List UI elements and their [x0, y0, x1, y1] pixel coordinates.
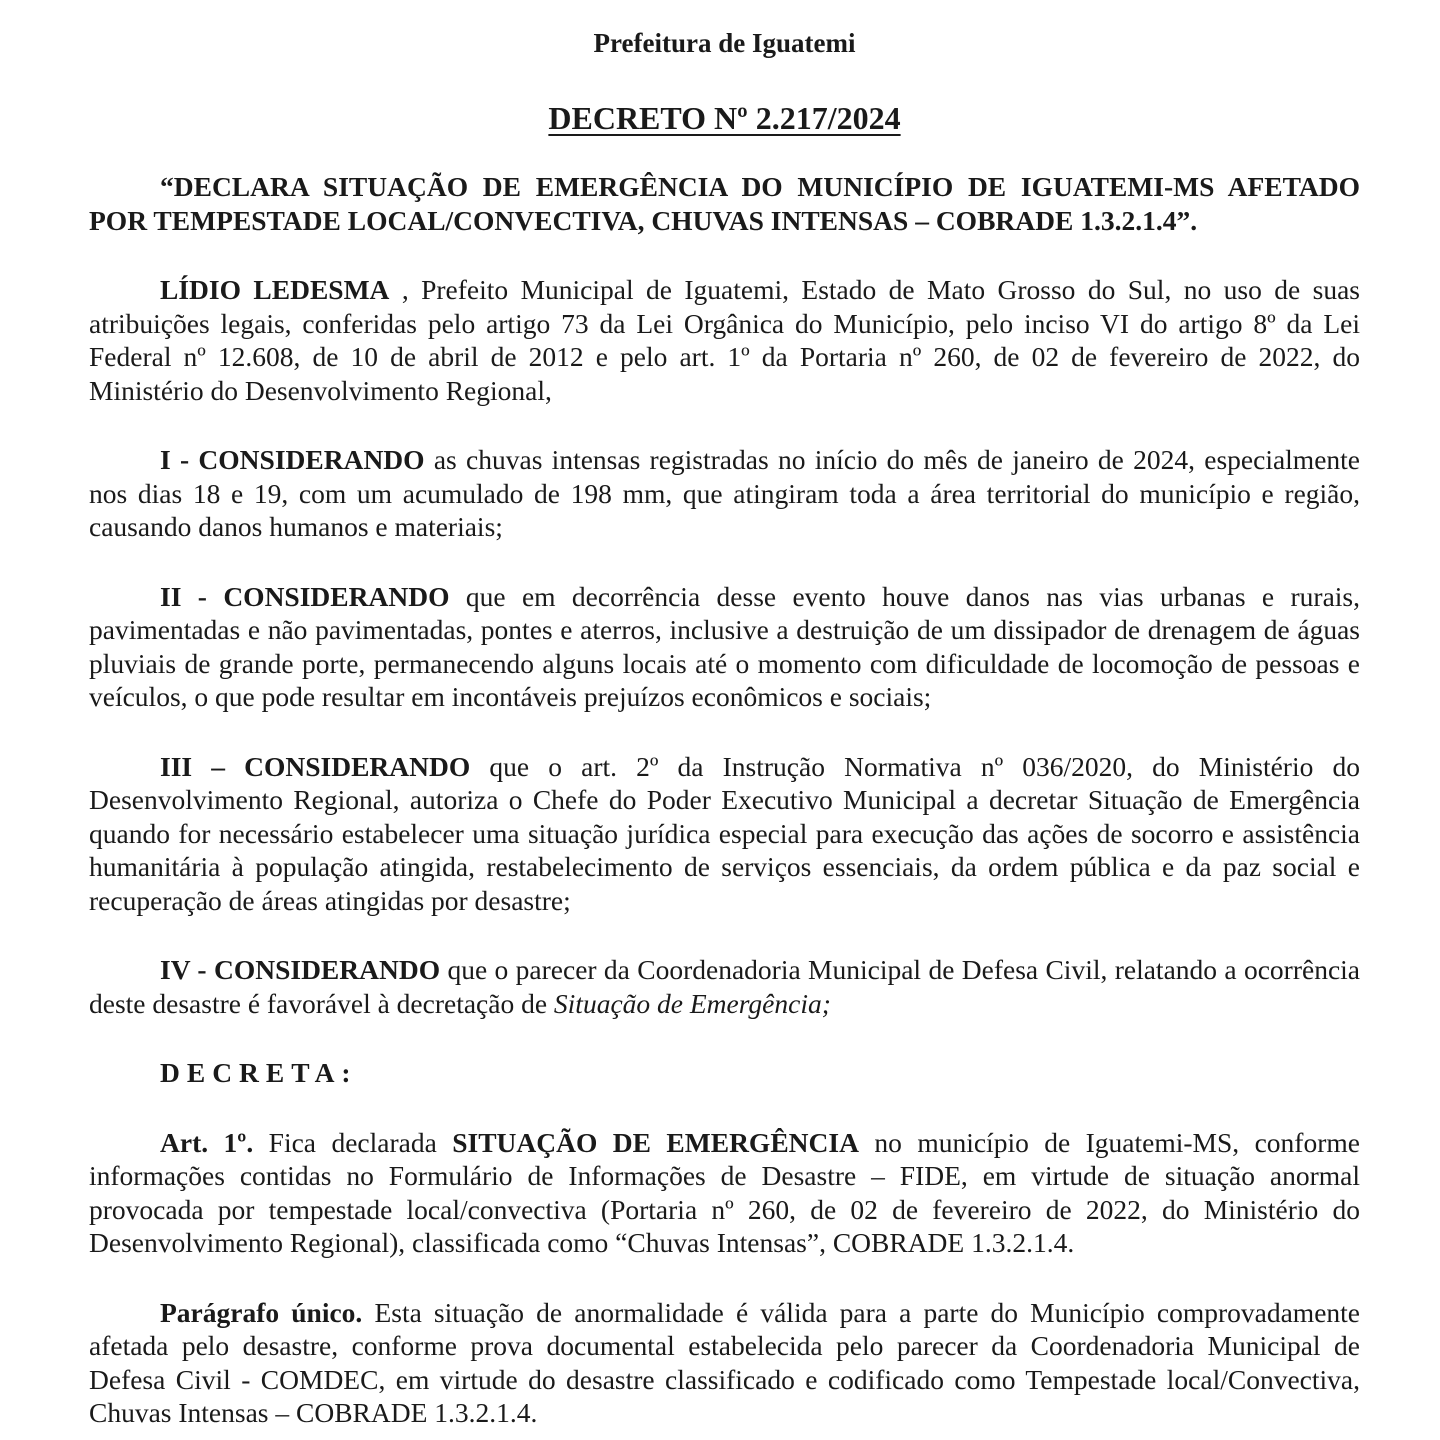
considerando-label: II - CONSIDERANDO [160, 580, 450, 612]
considerando-text: as chuvas intensas registradas no início do mês de janeiro de 2024, especialmente nos dias 18 e 19, com um acumulado de 198 mm, que atingiram toda a área territorial do município e região, causando danos humanos e materiais; [89, 444, 1361, 542]
article-text-post: no município de Iguatemi-MS, conforme informações contidas no Formulário de Informações de Desastre – FIDE, em virtude de situação anormal provocada por tempestade local/convectiva (Portaria nº 260, de 02 de fevereiro de 2022, do Ministério do Desenvolvimento Regional), classificada como “Chuvas Intensas”, COBRADE 1.3.2.1.4. [89, 1126, 1360, 1258]
decreta-heading: DECRETA: [160, 1057, 358, 1088]
paragrafo-unico [89, 1296, 1360, 1430]
considerando-label: IV - CONSIDERANDO [160, 954, 441, 985]
paragrafo-text: Esta situação de anormalidade é válida para a parte do Município comprovadamente afetada pelo desastre, conforme prova documental estabelecida pelo parecer da Coordenadoria Municipal de Defesa Civil - COMDEC, em virtude do desastre classificado e codificado como Tempestade local/Convectiva, Chuvas Intensas – COBRADE 1.3.2.1.4. [89, 1296, 1360, 1428]
article-label: Art. 1º. [160, 1126, 254, 1158]
mayor-name: LÍDIO LEDESMA [160, 274, 390, 305]
decree-title: DECRETO Nº 2.217/2024 [548, 100, 901, 136]
considerando-text: que o parecer da Coordenadoria Municipal de Defesa Civil, relatando a ocorrência deste desastre é favorável à decretação de [89, 954, 1361, 1019]
considerando-4 [89, 953, 1360, 1020]
considerando-3 [89, 750, 1360, 918]
decree-ementa: “DECLARA SITUAÇÃO DE EMERGÊNCIA DO MUNICÍPIO DE IGUATEMI-MS AFETADO POR TEMPESTADE LOCAL/CONVECTIVA, CHUVAS INTENSAS – COBRADE 1.3.2.1.4”. [89, 171, 1360, 236]
article-1 [89, 1126, 1360, 1260]
article-emphasis: SITUAÇÃO DE EMERGÊNCIA [452, 1126, 859, 1158]
considerando-text: que em decorrência desse evento houve danos nas vias urbanas e rurais, pavimentadas e não pavimentadas, pontes e aterros, inclusive a destruição de um dissipador de drenagem de águas pluviais de grande porte, permanecendo alguns locais até o momento com dificuldade de locomoção de pessoas e veículos, o que pode resultar em incontáveis prejuízos econômicos e sociais; [89, 580, 1360, 712]
preamble-text: , Prefeito Municipal de Iguatemi, Estado de Mato Grosso do Sul, no uso de suas atribuições legais, conferidas pelo artigo 73 da Lei Orgânica do Município, pelo inciso VI do artigo 8º da Lei Federal nº 12.608, de 10 de abril de 2012 e pelo art. 1º da Portaria nº 260, de 02 de fevereiro de 2022, do Ministério do Desenvolvimento Regional, [89, 274, 1360, 406]
paragrafo-label: Parágrafo único. [160, 1296, 363, 1328]
considerando-1 [89, 443, 1360, 544]
considerando-label: III – CONSIDERANDO [160, 750, 471, 782]
considerando-italic: Situação de Emergência; [553, 987, 831, 1019]
considerando-label: I - CONSIDERANDO [160, 444, 425, 475]
institution-header: Prefeitura de Iguatemi [593, 28, 856, 58]
article-text-pre: Fica declarada [253, 1126, 453, 1158]
preamble-paragraph [89, 273, 1360, 407]
considerando-text: que o art. 2º da Instrução Normativa nº 036/2020, do Ministério do Desenvolvimento Regional, autoriza o Chefe do Poder Executivo Municipal a decretar Situação de Emergência quando for necessário estabelecer uma situação jurídica especial para execução das ações de socorro e assistência humanitária à população atingida, restabelecimento de serviços essenciais, da ordem pública e da paz social e recuperação de áreas atingidas por desastre; [89, 750, 1360, 916]
considerando-2 [89, 580, 1360, 714]
